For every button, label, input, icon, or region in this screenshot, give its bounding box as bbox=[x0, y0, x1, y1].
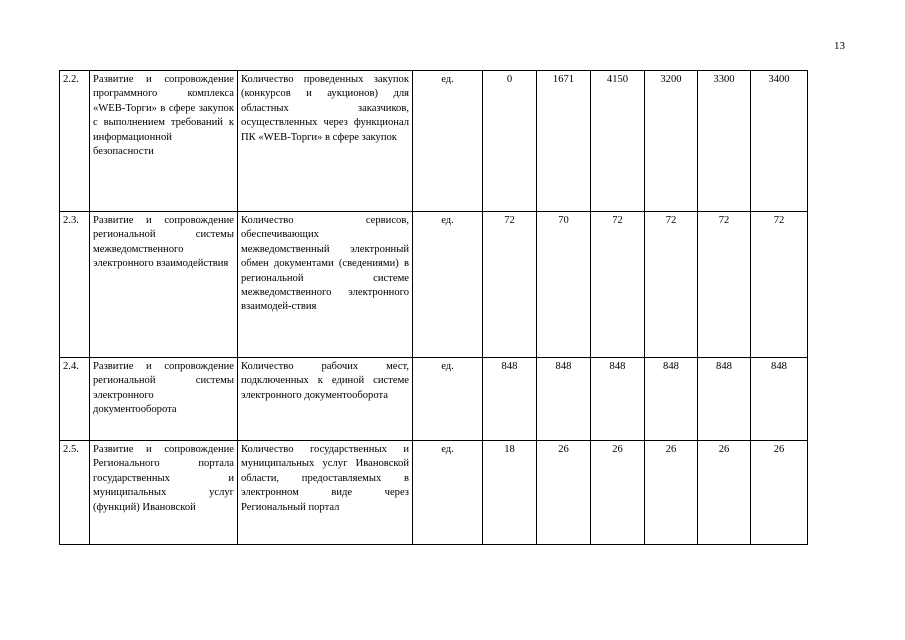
value-cell: 848 bbox=[591, 358, 645, 441]
value-cell: 72 bbox=[591, 212, 645, 358]
table-row bbox=[60, 358, 808, 441]
indicators-table bbox=[59, 70, 808, 545]
value-cell: 848 bbox=[645, 358, 698, 441]
unit-cell: ед. bbox=[413, 358, 483, 441]
activity-description: Развитие и сопровождение региональной системы электронного документооборота bbox=[90, 358, 238, 441]
value-cell: 26 bbox=[698, 441, 751, 545]
row-number: 2.5. bbox=[60, 441, 90, 545]
unit-cell: ед. bbox=[413, 71, 483, 212]
value-cell: 72 bbox=[483, 212, 537, 358]
activity-description: Развитие и сопровождение региональной системы межведомственного электронного взаимодействия bbox=[90, 212, 238, 358]
value-cell: 72 bbox=[645, 212, 698, 358]
indicator-description: Количество государственных и муниципальных услуг Ивановской области, предоставляемых в электронном виде через Региональный портал bbox=[238, 441, 413, 545]
table-row bbox=[60, 71, 808, 212]
unit-cell: ед. bbox=[413, 212, 483, 358]
row-number: 2.4. bbox=[60, 358, 90, 441]
value-cell: 3200 bbox=[645, 71, 698, 212]
value-cell: 848 bbox=[751, 358, 808, 441]
indicator-description: Количество сервисов, обеспечивающих межведомственный электронный обмен документами (сведениями) в региональной системе межведомственного электронного взаимодей-ствия bbox=[238, 212, 413, 358]
value-cell: 848 bbox=[698, 358, 751, 441]
row-number: 2.3. bbox=[60, 212, 90, 358]
value-cell: 26 bbox=[591, 441, 645, 545]
value-cell: 1671 bbox=[537, 71, 591, 212]
row-number: 2.2. bbox=[60, 71, 90, 212]
table-row bbox=[60, 212, 808, 358]
value-cell: 0 bbox=[483, 71, 537, 212]
unit-cell: ед. bbox=[413, 441, 483, 545]
value-cell: 3300 bbox=[698, 71, 751, 212]
activity-description: Развитие и сопровождение программного комплекса «WEB-Торги» в сфере закупок с выполнением требований к информационной безопасности bbox=[90, 71, 238, 212]
value-cell: 3400 bbox=[751, 71, 808, 212]
value-cell: 70 bbox=[537, 212, 591, 358]
value-cell: 72 bbox=[698, 212, 751, 358]
value-cell: 72 bbox=[751, 212, 808, 358]
value-cell: 18 bbox=[483, 441, 537, 545]
page-number: 13 bbox=[834, 40, 845, 52]
table-row bbox=[60, 441, 808, 545]
value-cell: 848 bbox=[537, 358, 591, 441]
activity-description: Развитие и сопровождение Регионального портала государственных и муниципальных услуг (функций) Ивановской bbox=[90, 441, 238, 545]
indicator-description: Количество рабочих мест, подключенных к единой системе электронного документооборота bbox=[238, 358, 413, 441]
value-cell: 848 bbox=[483, 358, 537, 441]
value-cell: 26 bbox=[751, 441, 808, 545]
value-cell: 4150 bbox=[591, 71, 645, 212]
value-cell: 26 bbox=[645, 441, 698, 545]
value-cell: 26 bbox=[537, 441, 591, 545]
indicator-description: Количество проведенных закупок (конкурсов и аукционов) для областных заказчиков, осуществленных через функционал ПК «WEB-Торги» в сфере закупок bbox=[238, 71, 413, 212]
